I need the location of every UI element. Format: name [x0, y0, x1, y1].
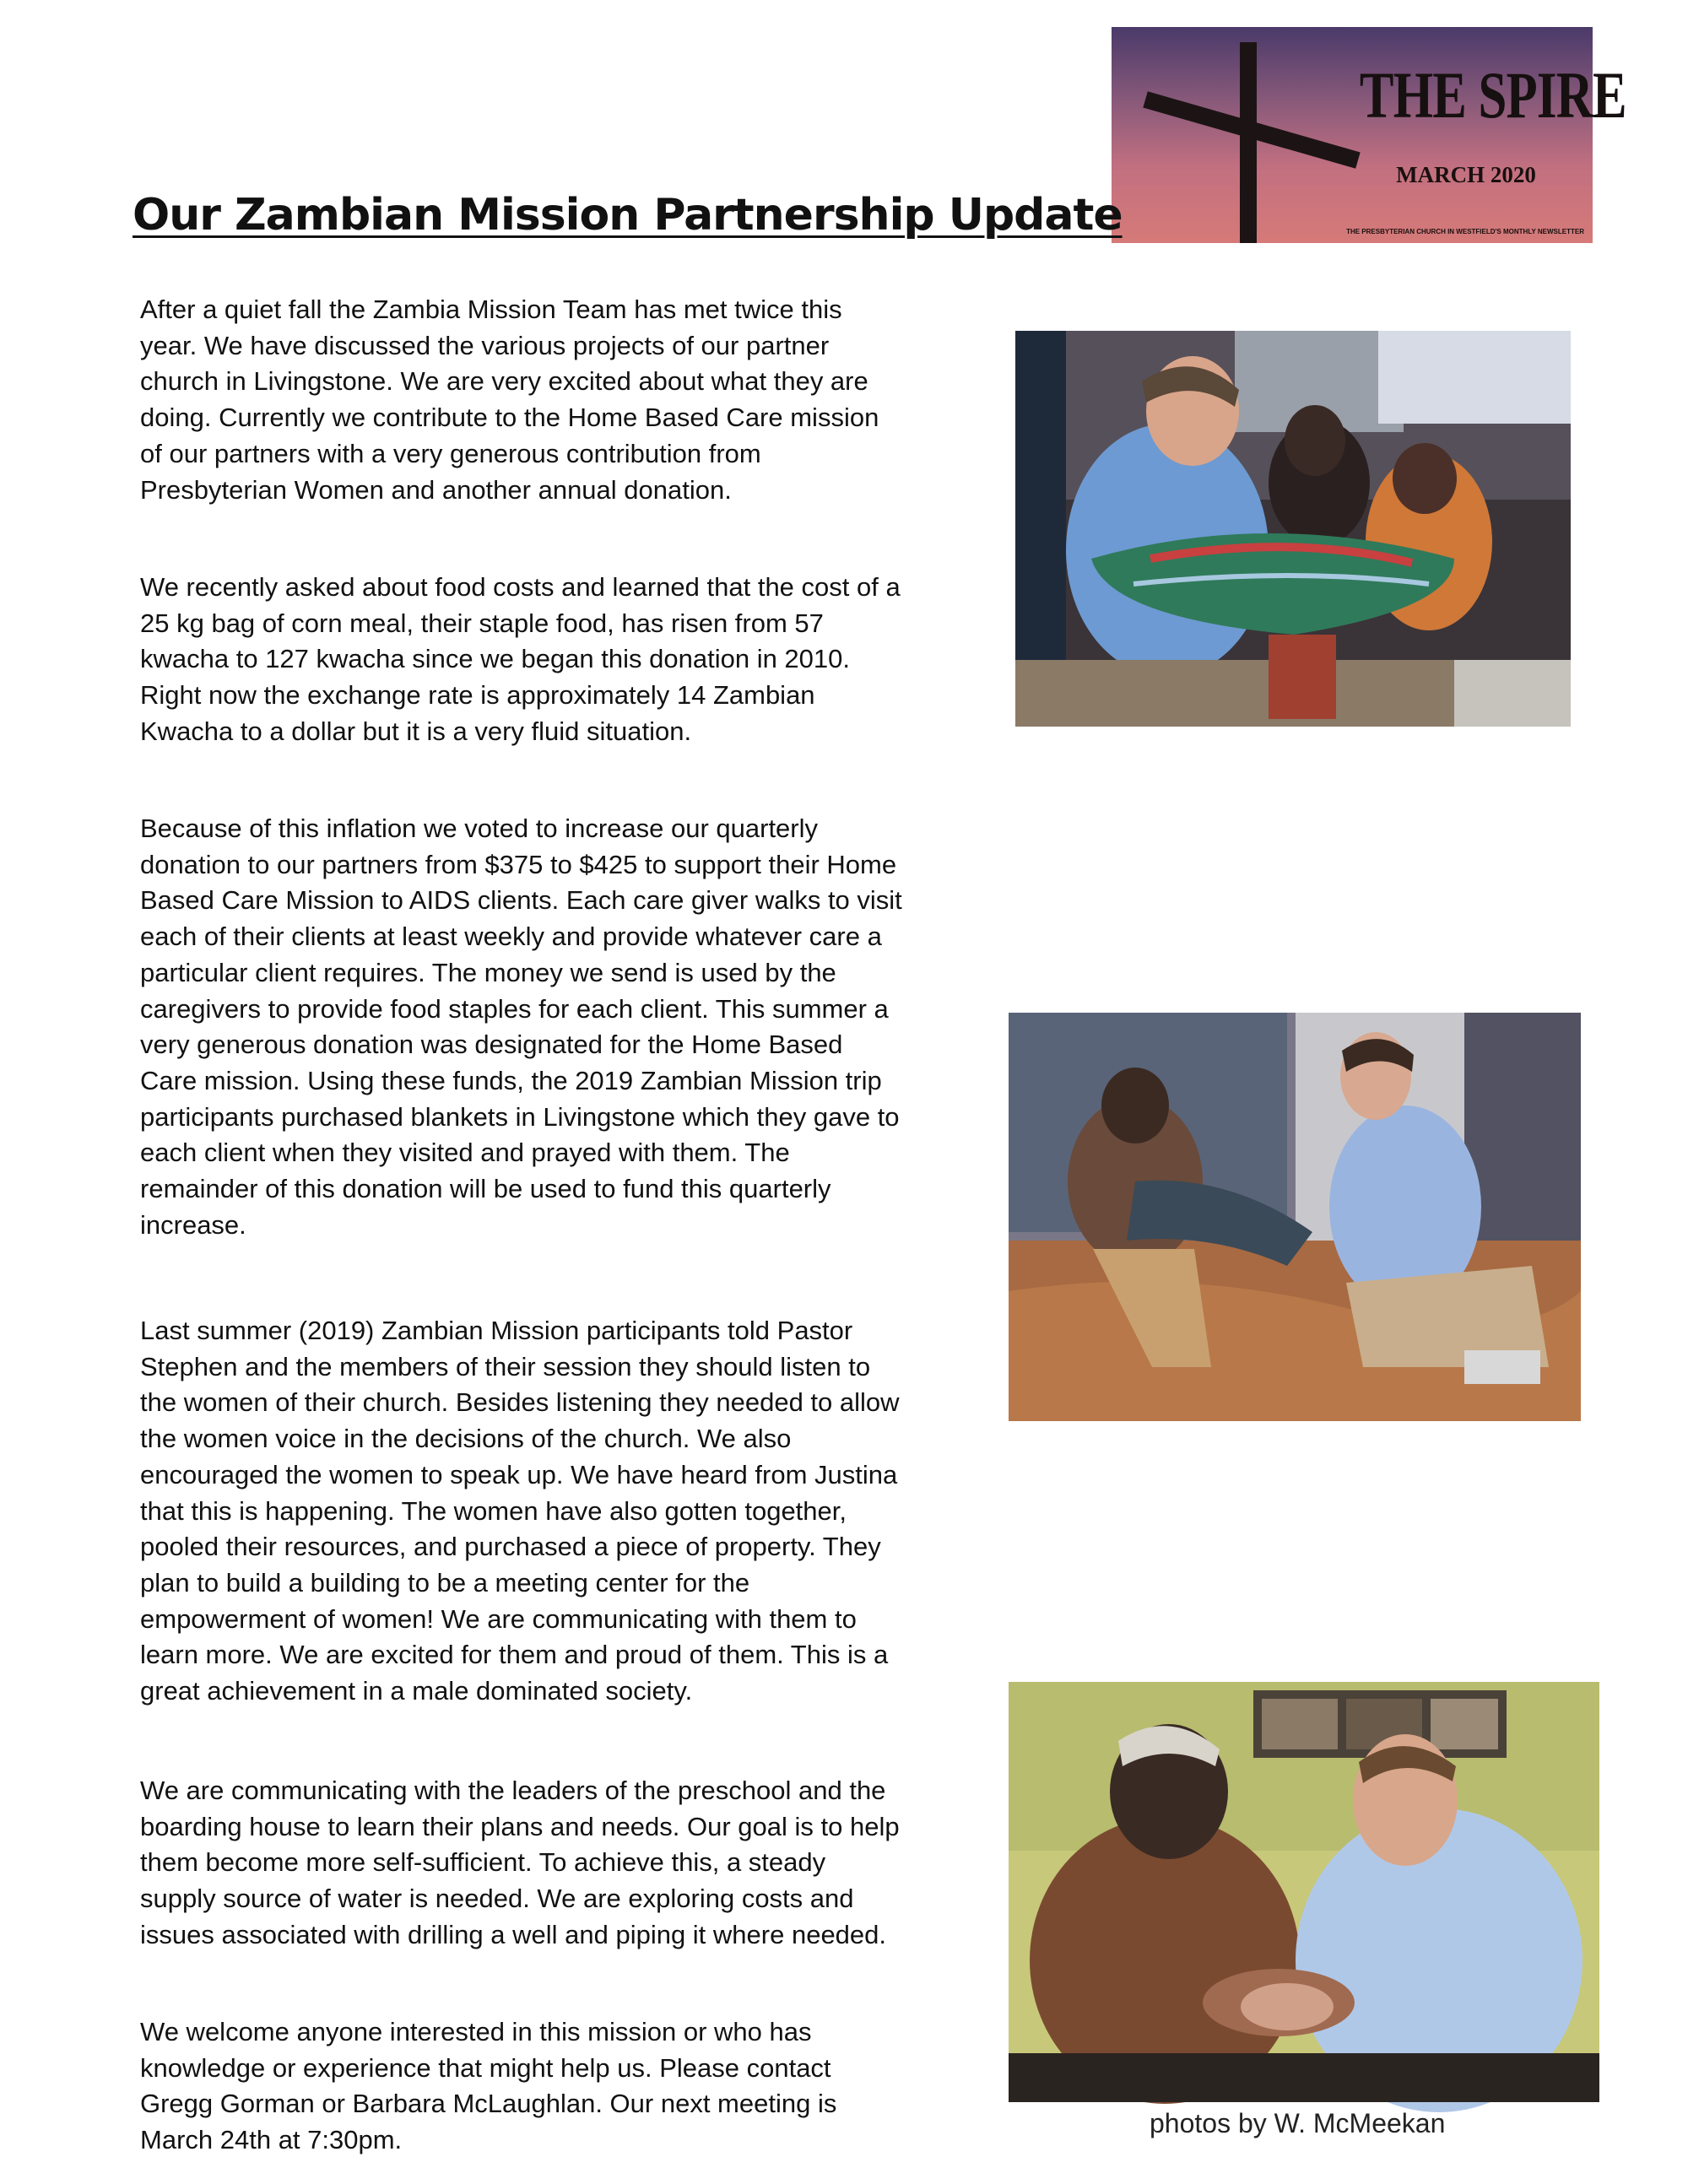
paragraph-text: After a quiet fall the Zambia Mission Team has met twice this year. We have discussed the various projects of our partner church in Livingstone. We are very excited about what they are doing. Currently we contribute to the Home Based Care mission of our partners with a very generous contribution from Presbyterian Women and another annual donation. — [140, 295, 879, 505]
cross-icon — [1240, 42, 1257, 243]
article-title: Our Zambian Mission Partnership Update — [133, 190, 1123, 241]
paragraph-text: Last summer (2019) Zambian Mission participants told Pastor Stephen and the members of their session they should listen to the women of their church. Besides listening they needed to allow the women voice in the decisions of the church. We also encouraged the women to speak up. We have heard from Justina that this is happening. The women have also gotten together, pooled their resources, and purchased a piece of property. They plan to build a building to be a meeting center for the empowerment of women! We are communicating with them to learn more. We are excited for them and proud of them. This is a great achievement in a male dominated society. — [140, 1316, 900, 1706]
newsletter-title: THE SPIRE — [1359, 58, 1626, 132]
photo-illustration — [1009, 1682, 1599, 2102]
photo-elder-visit — [1009, 1013, 1581, 1421]
article-paragraph-4 — [140, 1313, 950, 1710]
newsletter-subtitle: THE PRESBYTERIAN CHURCH IN WESTFIELD'S MONTHLY NEWSLETTER — [1346, 228, 1584, 235]
photo-illustration — [1015, 331, 1571, 727]
photo-illustration — [1009, 1013, 1581, 1421]
article-paragraph-1 — [140, 292, 950, 508]
photo-blanket-children — [1015, 331, 1571, 727]
paragraph-text: Because of this inflation we voted to increase our quarterly donation to our partners from $375 to $425 to support their Home Based Care Mission to AIDS clients. Each care giver walks to visit each of their clients at least weekly and provide whatever care a particular client requires. The money we send is used by the caregivers to provide food staples for each client. This summer a very generous donation was designated for the Home Based Care mission. Using these funds, the 2019 Zambian Mission trip participants purchased blankets in Livingstone which they gave to each client when they visited and prayed with them. The remainder of this donation will be used to fund this quarterly increase. — [140, 814, 902, 1240]
newsletter-date: MARCH 2020 — [1396, 162, 1536, 187]
newsletter-masthead — [1112, 27, 1626, 243]
paragraph-text: We welcome anyone interested in this mission or who has knowledge or experience that might help us. Please contact Gregg Gorman or Barbara McLaughlan. Our next meeting is March 24th at 7:30pm. — [140, 2017, 837, 2155]
article-paragraph-2 — [140, 570, 950, 750]
photo-praying-hands — [1009, 1682, 1599, 2102]
photo-credit: photos by W. McMeekan — [1150, 2108, 1446, 2138]
article-paragraph-5 — [140, 1773, 950, 1954]
article-paragraph-3 — [140, 811, 950, 1243]
article-paragraph-6 — [140, 2014, 950, 2159]
paragraph-text: We recently asked about food costs and learned that the cost of a 25 kg bag of corn meal, their staple food, has risen from 57 kwacha to 127 kwacha since we began this donation in 2010. Right now the exchange rate is approximately 14 Zambian Kwacha to a dollar but it is a very fluid situation. — [140, 572, 901, 746]
paragraph-text: We are communicating with the leaders of the preschool and the boarding house to learn their plans and needs. Our goal is to help them become more self-sufficient. To achieve this, a steady supply source of water is needed. We are exploring costs and issues associated with drilling a well and piping it where needed. — [140, 1776, 900, 1949]
